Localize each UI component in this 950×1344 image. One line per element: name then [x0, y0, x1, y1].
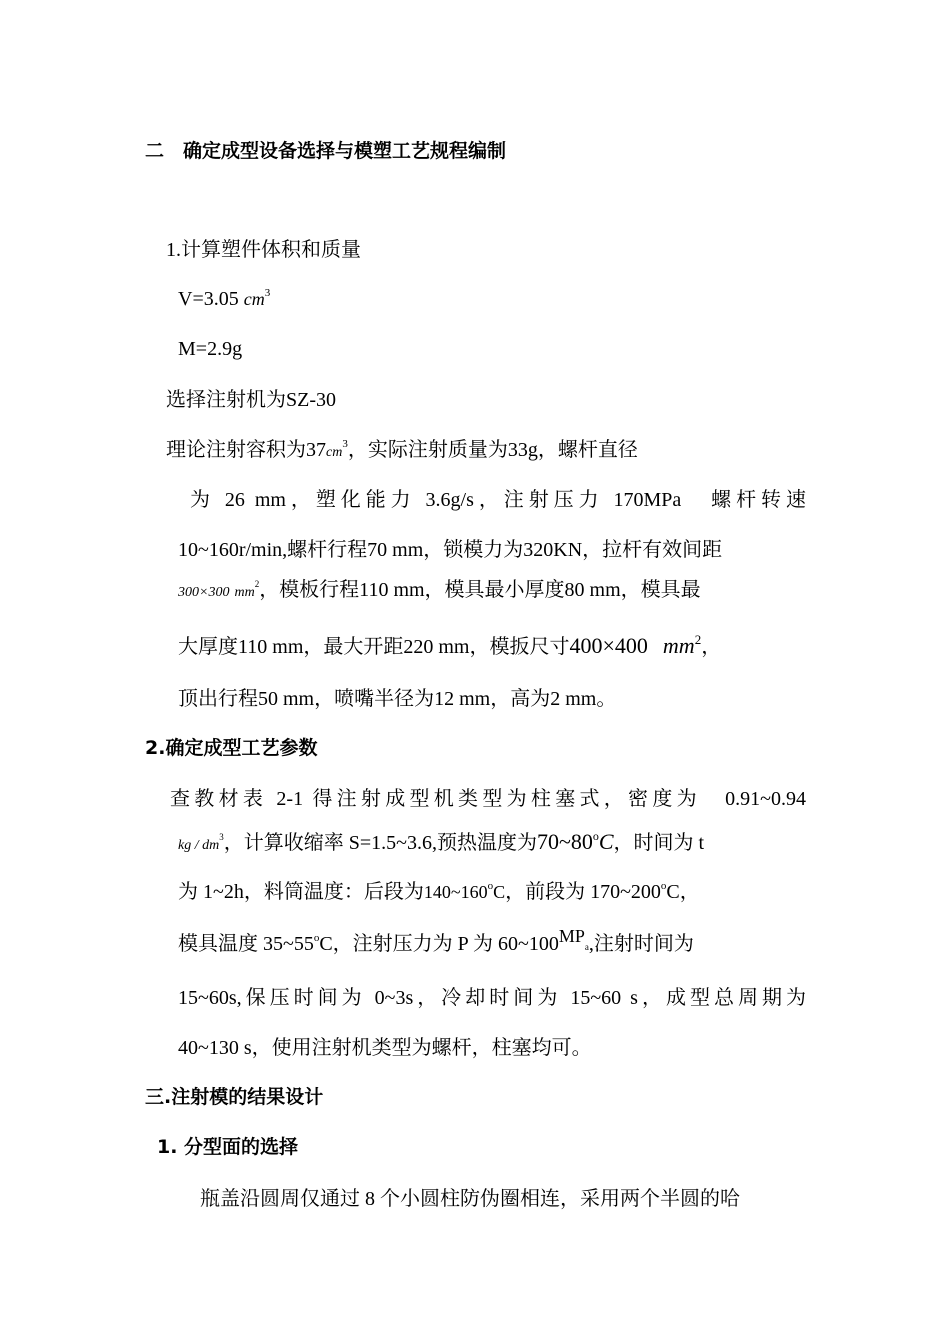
spec-exponent: 3	[342, 438, 348, 450]
pressure-unit-sub: a	[584, 942, 589, 952]
subsection-title-2: 2.确定成型工艺参数	[145, 737, 318, 759]
spec-line-4	[178, 578, 701, 605]
spec-text: ，实际注射质量为33g，螺杆直径	[347, 439, 638, 461]
section-heading-3: 三.注射模的结果设计	[145, 1086, 324, 1108]
celsius-unit: C	[493, 882, 506, 902]
process-text: ，前段为 170~200	[505, 881, 661, 903]
volume-line	[178, 287, 270, 314]
subsection-parting-surface: 1. 分型面的选择	[157, 1136, 299, 1158]
process-line-2	[178, 830, 704, 858]
platen-dims: 400×400	[569, 633, 648, 658]
subsection-title-1: 1.计算塑件体积和质量	[166, 239, 361, 261]
process-text: ，时间为 t	[613, 832, 705, 854]
density-unit: kg / dm	[178, 838, 220, 853]
process-line-4	[178, 926, 694, 959]
platen-exponent: 2	[694, 632, 702, 647]
tie-bar-unit: mm	[234, 585, 255, 600]
spec-line-5	[178, 634, 721, 661]
machine-selection: 选择注射机为SZ-30	[166, 389, 336, 411]
volume-unit: cm	[243, 289, 265, 309]
preheat-temp: 70~80	[536, 829, 593, 854]
process-line-5: 15~60s,保压时间为 0~3s，冷却时间为 15~60 s，成型总周期为	[178, 987, 806, 1009]
spec-line-2: 为 26 mm，塑化能力 3.6g/s，注射压力 170MPa 螺杆转速	[190, 489, 806, 511]
celsius-unit: C	[319, 933, 333, 955]
rear-barrel-temp: 140~160	[423, 882, 488, 902]
process-line-1: 查教材表 2-1 得注射成型机类型为柱塞式，密度为 0.91~0.94	[170, 788, 806, 810]
process-text: ,注射时间为	[588, 933, 694, 955]
mass-line: M=2.9g	[178, 338, 243, 360]
volume-value: V=3.05	[178, 288, 239, 310]
pressure-unit: MP	[558, 926, 585, 946]
tie-bar-exponent: 2	[254, 579, 260, 589]
density-exponent: 3	[219, 832, 224, 842]
degree-sign: o	[487, 880, 494, 892]
degree-sign: o	[660, 880, 667, 892]
section-heading-2: 二 确定成型设备选择与模塑工艺规程编制	[145, 140, 507, 162]
spec-unit: cm	[326, 445, 343, 460]
spec-line-3: 10~160r/min,螺杆行程70 mm，锁模力为320KN，拉杆有效间距	[178, 539, 723, 561]
process-text: ，计算收缩率 S=1.5~3.6,预热温度为	[223, 832, 537, 854]
tie-bar-dims: 300×300	[178, 585, 230, 600]
spec-line-6: 顶出行程50 mm，喷嘴半径为12 mm，高为2 mm。	[178, 688, 617, 710]
degree-sign: o	[313, 932, 320, 944]
process-line-6: 40~130 s，使用注射机类型为螺杆，柱塞均可。	[178, 1037, 592, 1059]
spec-line-1	[166, 438, 638, 465]
celsius-unit: C	[598, 829, 614, 854]
degree-sign: o	[592, 829, 599, 843]
process-text: 为 1~2h，料筒温度：后段为	[178, 881, 424, 903]
spec-text: 理论注射容积为37	[166, 439, 326, 461]
process-text: C，	[666, 881, 700, 903]
body-paragraph: 瓶盖沿圆周仅通过 8 个小圆柱防伪圈相连，采用两个半圆的哈	[200, 1188, 740, 1210]
spec-text: 大厚度110 mm，最大开距220 mm，模扳尺寸	[178, 636, 570, 658]
platen-unit: mm	[662, 633, 695, 658]
spec-text: ，模板行程110 mm，模具最小厚度80 mm，模具最	[259, 579, 701, 601]
spec-text: ，	[701, 636, 722, 658]
volume-exponent: 3	[264, 287, 271, 299]
process-text: 模具温度 35~55	[178, 933, 314, 955]
process-line-3	[178, 880, 700, 907]
process-text: ，注射压力为 P 为 60~100	[332, 933, 559, 955]
